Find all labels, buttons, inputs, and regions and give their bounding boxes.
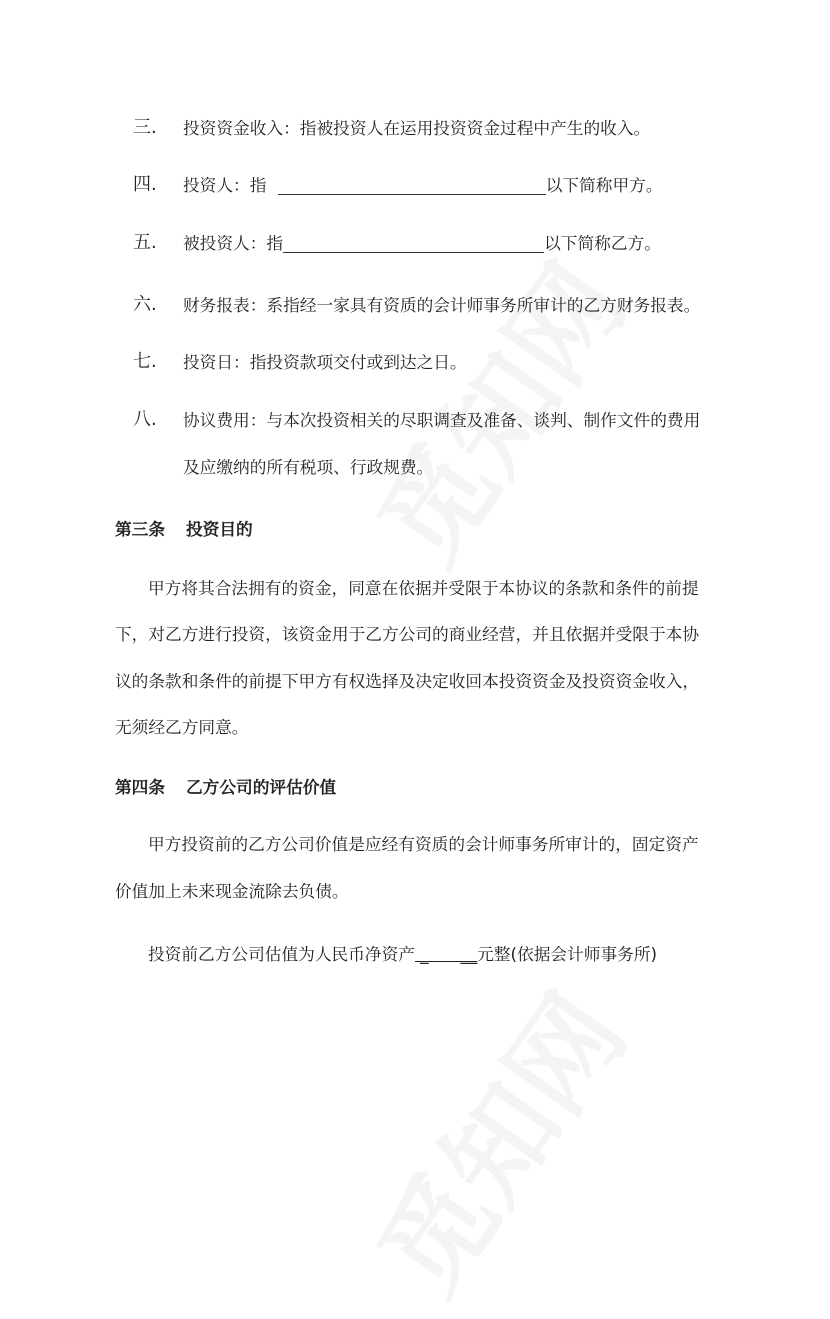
item-number: 四. [133, 174, 157, 195]
definition-prefix: 投资人：指 [183, 175, 272, 195]
paragraph-line: 下，对乙方进行投资，该资金用于乙方公司的商业经营，并且依据并受限于本协 [115, 624, 700, 644]
definition-text: 财务报表：系指经一家具有资质的会计师事务所审计的乙方财务报表。 [183, 295, 701, 315]
article-number: 第三条 [115, 519, 166, 539]
paragraph-line: 甲方投资前的乙方公司价值是应经有资质的会计师事务所审计的，固定资产 [148, 834, 699, 854]
article-number: 第四条 [115, 777, 166, 797]
watermark [336, 959, 655, 1319]
item-number: 六. [133, 294, 157, 315]
item-number: 七. [133, 351, 157, 372]
valuation-prefix: 投资前乙方公司估值为人民币净资产 [148, 944, 415, 964]
definition-prefix: 被投资人：指 [183, 233, 284, 253]
investor-blank-field[interactable] [278, 176, 546, 195]
paragraph-line: 无须经乙方同意。 [115, 717, 249, 737]
definition-text: 及应缴纳的所有税项、行政规费。 [183, 457, 434, 477]
paragraph-line: 甲方将其合法拥有的资金，同意在依据并受限于本协议的条款和条件的前提 [148, 578, 699, 598]
definition-suffix: 以下简称乙方。 [544, 233, 661, 253]
investee-blank-field[interactable] [283, 234, 544, 253]
definition-investee [183, 233, 661, 253]
item-number: 五. [133, 232, 157, 253]
definition-text: 投资资金收入：指被投资人在运用投资资金过程中产生的收入。 [183, 118, 651, 138]
article-title: 乙方公司的评估价值 [186, 777, 337, 797]
item-number: 八. [133, 409, 157, 430]
paragraph-line: 议的条款和条件的前提下甲方有权选择及决定收回本投资资金及投资资金收入， [115, 671, 700, 691]
valuation-suffix: 元整(依据会计师事务所) [477, 944, 658, 964]
watermark [336, 229, 655, 590]
definition-text: 投资日：指投资款项交付或到达之日。 [183, 352, 467, 372]
valuation-blank-field[interactable]: _ __ [415, 944, 478, 964]
definition-text: 协议费用：与本次投资相关的尽职调查及准备、谈判、制作文件的费用 [183, 410, 701, 430]
definition-suffix: 以下简称甲方。 [545, 175, 663, 195]
article-title: 投资目的 [186, 519, 253, 539]
paragraph-line: 价值加上未来现金流除去负债。 [115, 881, 349, 901]
definition-investor [183, 175, 663, 195]
valuation-line [148, 944, 657, 964]
item-number: 三. [133, 117, 157, 138]
